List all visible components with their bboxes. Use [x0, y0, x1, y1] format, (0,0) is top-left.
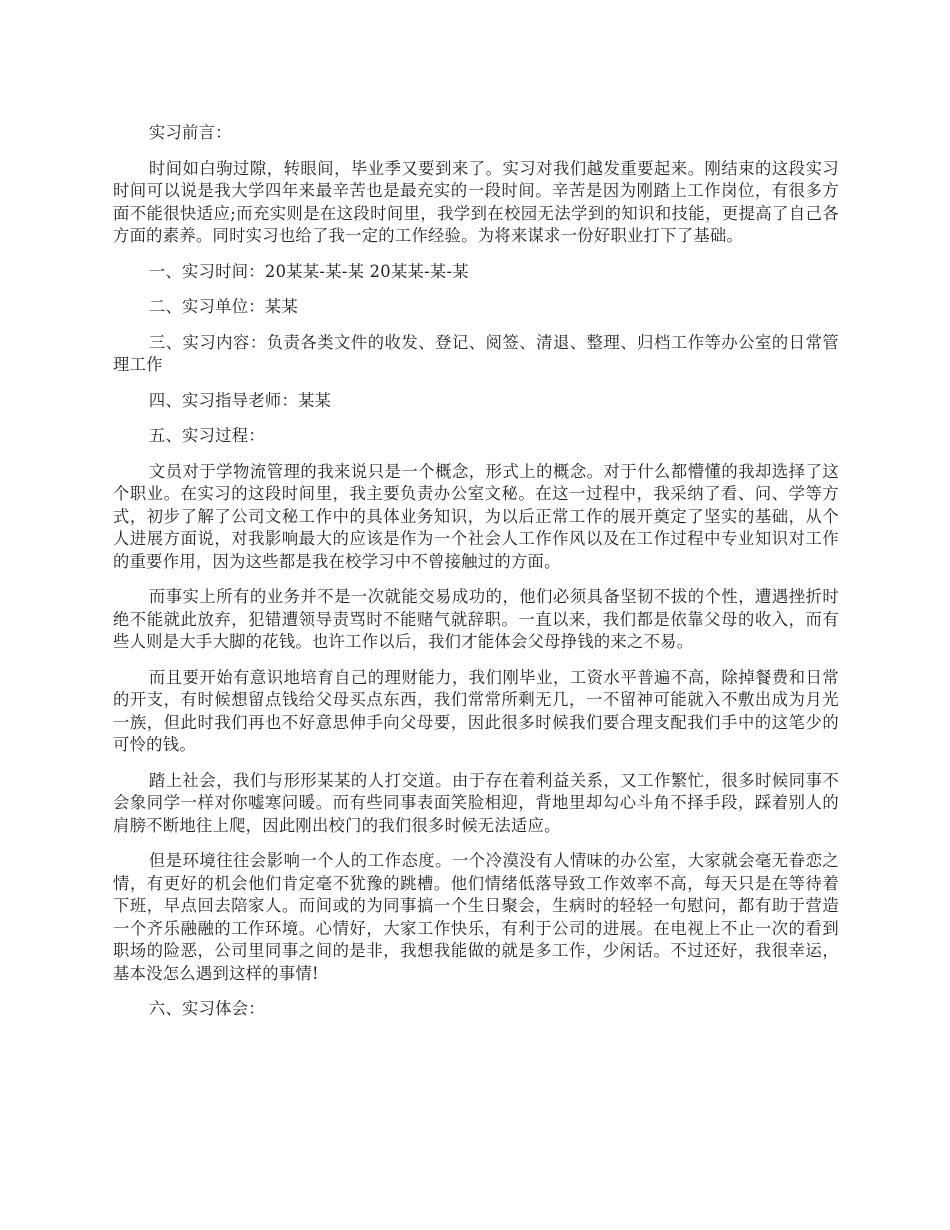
item-internship-unit: 二、实习单位：某某	[148, 297, 299, 316]
document-body	[113, 122, 839, 1034]
item-internship-content: 三、实习内容：负责各类文件的收发、登记、阅签、清退、整理、归档工作等办公室的日常管理工作	[113, 332, 839, 374]
heading-preface: 实习前言：	[148, 123, 232, 142]
item-internship-mentor: 四、实习指导老师：某某	[148, 390, 332, 410]
heading-internship-reflection: 六、实习体会：	[148, 999, 265, 1018]
paragraph-process-2: 而事实上所有的业务并不是一次就能交易成功的，他们必须具备坚韧不拔的个性，遭遇挫折时绝不能就此放弃，犯错遭领导责骂时不能赌气就辞职。一直以来，我们都是依靠父母的收入，而有些人则是大手大脚的花钱。也许工作以后，我们才能体会父母挣钱的来之不易。	[113, 587, 839, 651]
item-internship-time: 一、实习时间：20某某-某-某 20某某-某-某	[148, 261, 469, 281]
paragraph-process-4: 踏上社会，我们与形形某某的人打交道。由于存在着利益关系，又工作繁忙，很多时候同事不会象同学一样对你嘘寒问暖。而有些同事表面笑脸相迎，背地里却勾心斗角不择手段，踩着别人的肩膀不断地往上爬，因此刚出校门的我们很多时候无法适应。	[113, 770, 839, 835]
paragraph-process-5: 但是环境往往会影响一个人的工作态度。一个冷漠没有人情味的办公室，大家就会毫无眷恋之情，有更好的机会他们肯定毫不犹豫的跳槽。他们情绪低落导致工作效率不高，每天只是在等待着下班，早点回去陪家人。而间或的为同事搞一个生日聚会，生病时的轻轻一句慰问，都有助于营造一个齐乐融融的工作环境。心情好，大家工作快乐，有利于公司的进展。在电视上不止一次的看到职场的险恶，公司里同事之间的是非，我想我能做的就是多工作，少闲话。不过还好，我很幸运，基本没怎么遇到这样的事情!	[113, 851, 839, 983]
paragraph-process-1: 文员对于学物流管理的我来说只是一个概念，形式上的概念。对于什么都懵懂的我却选择了这个职业。在实习的这段时间里，我主要负责办公室文秘。在这一过程中，我采纳了看、问、学等方式，初步了解了公司文秘工作中的具体业务知识，为以后正常工作的展开奠定了坚实的基础，从个人进展方面说，对我影响最大的应该是作为一个社会人工作作风以及在工作过程中专业知识对工作的重要作用，因为这些都是我在校学习中不曾接触过的方面。	[113, 461, 839, 571]
heading-internship-process: 五、实习过程：	[148, 426, 265, 445]
paragraph-intro: 时间如白驹过隙，转眼间，毕业季又要到来了。实习对我们越发重要起来。刚结束的这段实习时间可以说是我大学四年来最辛苦也是最充实的一段时间。辛苦是因为刚踏上工作岗位，有很多方面不能很快适应;而充实则是在这段时间里，我学到在校园无法学到的知识和技能，更提高了自己各方面的素养。同时实习也给了我一定的工作经验。为将来谋求一份好职业打下了基础。	[113, 158, 839, 245]
paragraph-process-3: 而且要开始有意识地培育自己的理财能力，我们刚毕业，工资水平普遍不高，除掉餐费和日常的开支，有时候想留点钱给父母买点东西，我们常常所剩无几，一不留神可能就入不敷出成为月光一族，但此时我们再也不好意思伸手向父母要，因此很多时候我们要合理支配我们手中的这笔少的可怜的钱。	[113, 667, 839, 754]
